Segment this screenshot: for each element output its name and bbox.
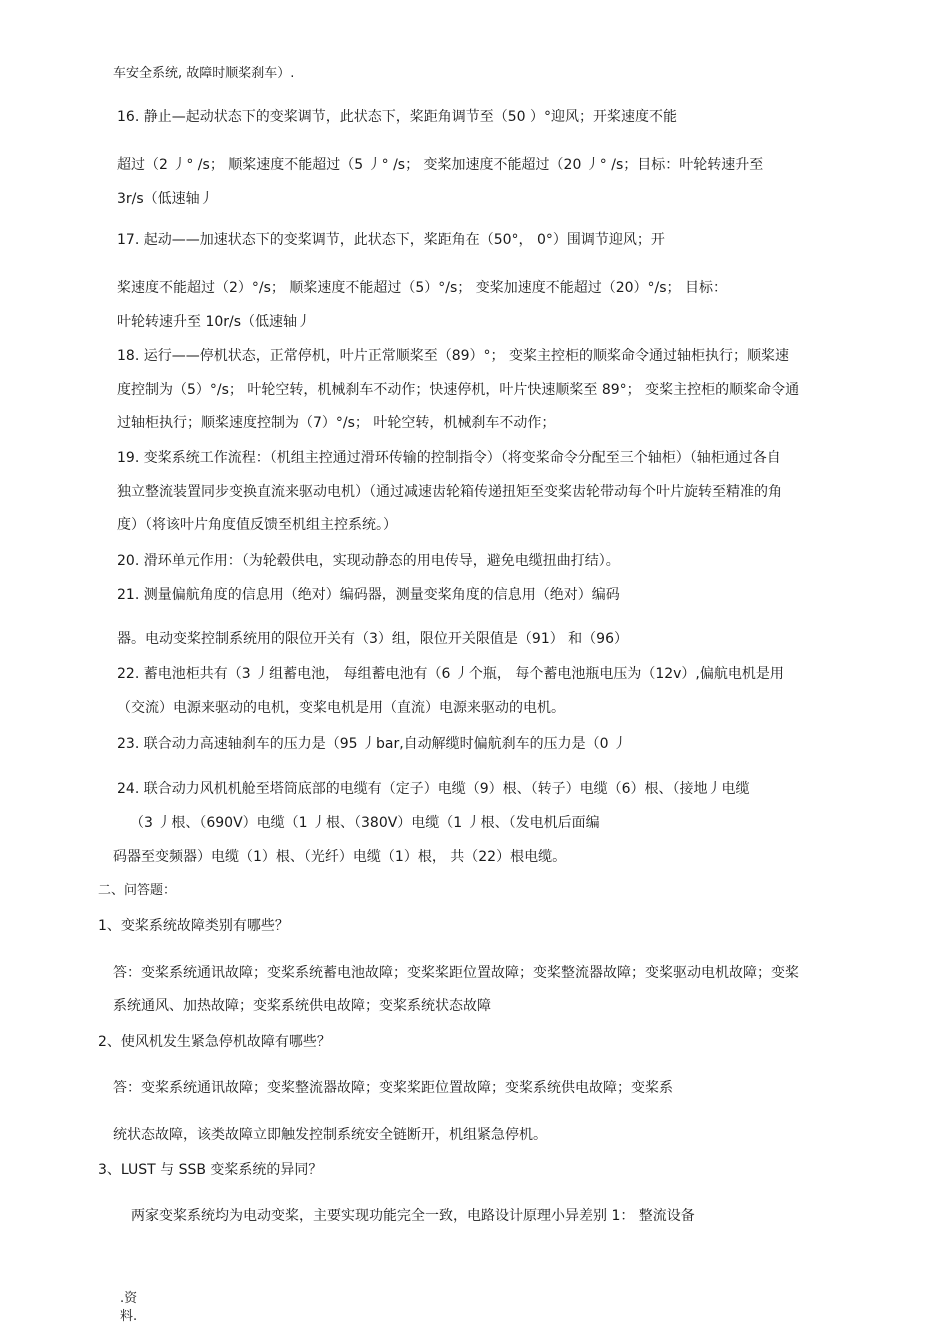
item-18-line-1: 18. 运行——停机状态，正常停机，叶片正常顺桨至（89）°； 变桨主控柜的顺桨命令通过轴柜执行；顺桨速: [117, 348, 789, 364]
question-1: 1、变桨系统故障类别有哪些？: [98, 918, 289, 934]
item-17-line-2: 桨速度不能超过（2）°/s； 顺桨速度不能超过（5）°/s； 变桨加速度不能超过（20）°/s； 目标：: [117, 280, 728, 296]
item-16-line-2: 超过（2 丿° /s； 顺桨速度不能超过（5 丿° /s； 变桨加速度不能超过（20 丿° /s；目标：叶轮转速升至: [117, 157, 764, 173]
item-16-line-3: 3r/s（低速轴丿: [117, 191, 214, 207]
item-22-line-1: 22. 蓄电池柜共有（3 丿组蓄电池， 每组蓄电池有（6 丿个瓶， 每个蓄电池瓶电压为（12v）,偏航电机是用: [117, 666, 784, 682]
item-24-line-2: （3 丿根、（690V）电缆（1 丿根、（380V）电缆（1 丿根、（发电机后面编: [130, 815, 600, 831]
answer-1-line-2: 系统通风、加热故障；变桨系统供电故障；变桨系统状态故障: [113, 998, 491, 1014]
item-24-line-3: 码器至变频器）电缆（1）根、（光纤）电缆（1）根， 共（22）根电缆。: [113, 849, 567, 865]
item-24-line-1: 24. 联合动力风机机舱至塔筒底部的电缆有（定子）电缆（9）根、（转子）电缆（6）根、（接地丿电缆: [117, 781, 750, 797]
item-16-line-1: 16. 静止—起动状态下的变桨调节，此状态下，桨距角调节至（50 ）°迎风；开桨速度不能: [117, 109, 677, 125]
item-19-line-3: 度）（将该叶片角度值反馈至机组主控系统。）: [117, 517, 397, 533]
item-18-line-3: 过轴柜执行；顺桨速度控制为（7）°/s； 叶轮空转，机械刹车不动作；: [117, 415, 556, 431]
item-20: 20. 滑环单元作用：（为轮毂供电，实现动静态的用电传导，避免电缆扭曲打结）。: [117, 553, 620, 569]
answer-1-line-1: 答：变桨系统通讯故障；变桨系统蓄电池故障；变桨桨距位置故障；变桨整流器故障；变桨驱动电机故障；变桨: [113, 965, 799, 981]
item-17-line-1: 17. 起动——加速状态下的变桨调节，此状态下，桨距角在（50°， 0°）围调节迎风；开: [117, 232, 665, 248]
item-21-line-1: 21. 测量偏航角度的信息用（绝对）编码器，测量变桨角度的信息用（绝对）编码: [117, 587, 620, 603]
answer-2-line-2: 统状态故障，该类故障立即触发控制系统安全链断开，机组紧急停机。: [113, 1127, 547, 1143]
question-3: 3、LUST 与 SSB 变桨系统的异同？: [98, 1162, 323, 1178]
item-18-line-2: 度控制为（5）°/s； 叶轮空转，机械刹车不动作；快速停机，叶片快速顺桨至 89°； 变桨主控柜的顺桨命令通: [117, 382, 800, 398]
text-line-01: 车安全系统, 故障时顺桨刹车）.: [113, 66, 295, 81]
footer-text-1: .资: [120, 1291, 138, 1306]
section-heading-qa: 二、问答题：: [98, 883, 177, 898]
item-23: 23. 联合动力高速轴刹车的压力是（95 丿bar,自动解缆时偏航刹车的压力是（0 丿: [117, 736, 628, 752]
item-22-line-2: （交流）电源来驱动的电机，变桨电机是用（直流）电源来驱动的电机。: [117, 700, 565, 716]
item-19-line-1: 19. 变桨系统工作流程：（机组主控通过滑环传输的控制指令）（将变桨命令分配至三个轴柜）（轴柜通过各自: [117, 450, 781, 466]
item-21-line-2: 器。电动变桨控制系统用的限位开关有（3）组，限位开关限值是（91） 和（96）: [117, 631, 628, 647]
item-17-line-3: 叶轮转速升至 10r/s（低速轴丿: [117, 314, 312, 330]
answer-3-line-1: 两家变桨系统均为电动变桨，主要实现功能完全一致，电路设计原理小异差别 1： 整流设备: [131, 1208, 695, 1224]
footer-text-2: 料.: [120, 1309, 138, 1324]
question-2: 2、使风机发生紧急停机故障有哪些？: [98, 1034, 331, 1050]
item-19-line-2: 独立整流装置同步变换直流来驱动电机）（通过减速齿轮箱传递扭矩至变桨齿轮带动每个叶片旋转至精准的角: [117, 484, 782, 500]
answer-2-line-1: 答：变桨系统通讯故障；变桨整流器故障；变桨桨距位置故障；变桨系统供电故障；变桨系: [113, 1080, 673, 1096]
